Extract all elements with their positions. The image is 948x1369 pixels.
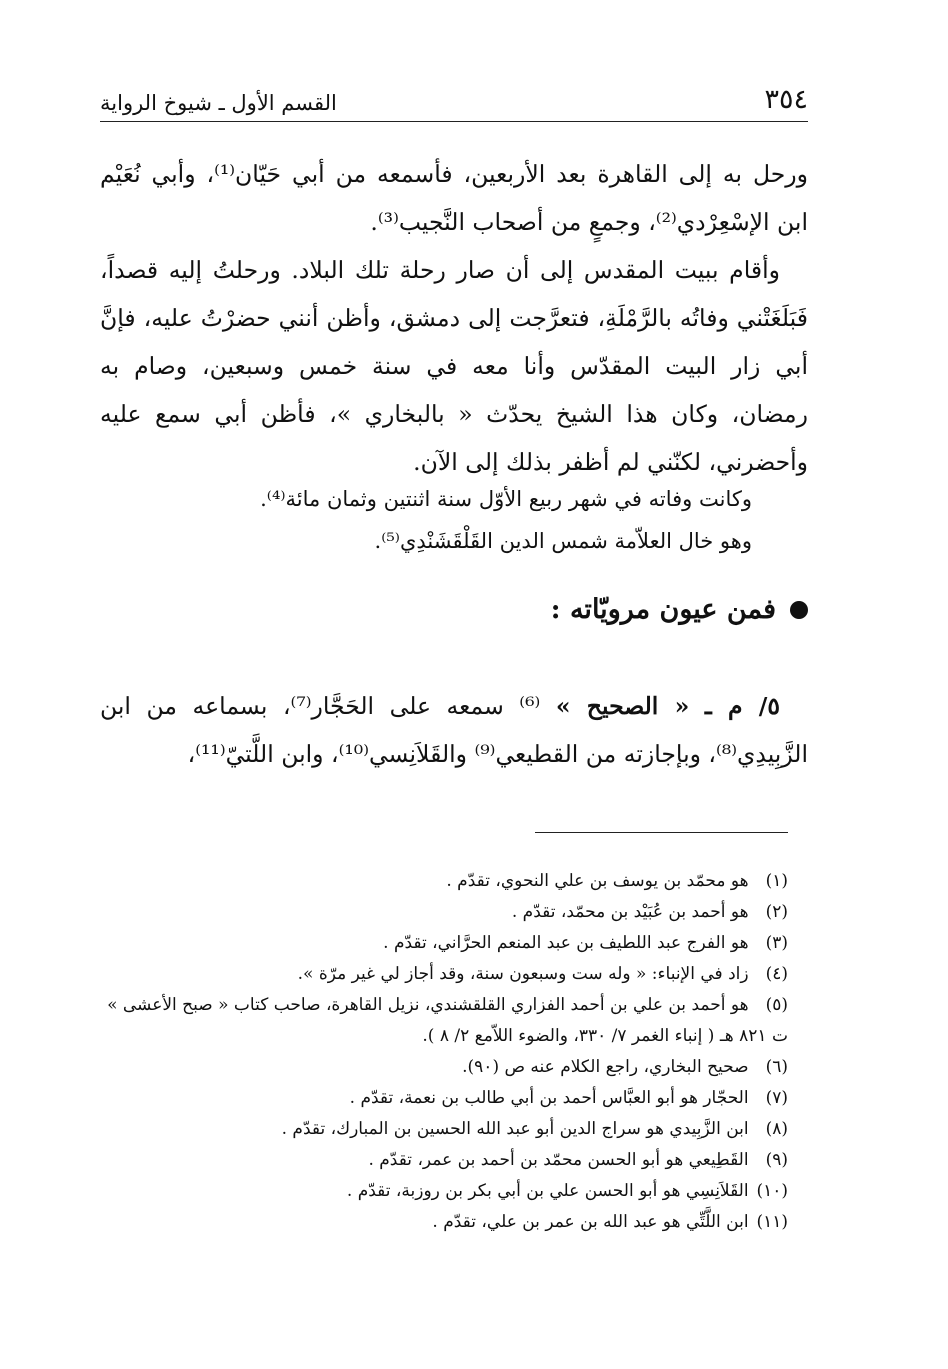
entry-body: ⁽⁶⁾ سمعه على الحَجَّار⁽⁷⁾، بسماعه من ابن الزَّبِيدِي⁽⁸⁾، وبإجازته من القطيعي⁽⁹⁾ والقَلاَنِسي⁽¹⁰⁾، وابن اللَّتيّ⁽¹¹⁾، — [100, 692, 808, 768]
body-paragraph-2 — [100, 246, 808, 486]
footnote-item — [100, 1114, 788, 1145]
footnote-item — [100, 1207, 788, 1238]
footnote-text: ابن اللَّتِّي هو عبد الله بن عمر بن علي، تقدّم . — [432, 1212, 749, 1232]
entry-title: « الصحيح » — [555, 692, 690, 720]
footnote-number: (١) — [765, 871, 788, 891]
footnote-number: (٤) — [765, 964, 788, 984]
footnote-number: (٧) — [765, 1088, 788, 1108]
footnote-text: صحيح البخاري، راجع الكلام عنه ص (٩٠). — [462, 1057, 749, 1077]
entry-5 — [100, 682, 808, 778]
footnote-item — [100, 1083, 788, 1114]
footnote-item — [100, 1176, 788, 1207]
footnote-item — [100, 990, 788, 1052]
paragraph-text: ورحل به إلى القاهرة بعد الأربعين، فأسمعه من أبي حَيّان⁽¹⁾، وأبي نُعَيْم ابن الإسْعِرْدي⁽²⁾، وجمعٍ من أصحاب النَّجيب⁽³⁾. — [100, 160, 808, 236]
section-heading-text: فمن عيون مرويّاته : — [550, 594, 776, 625]
footnote-text: القَلاَنِسِي هو أبو الحسن علي بن أبي بكر بن روزبة، تقدّم . — [346, 1181, 749, 1201]
footnote-number: (٣) — [765, 933, 788, 953]
footnote-number: (٢) — [765, 902, 788, 922]
footnote-text: هو أحمد بن علي بن أحمد الفزاري القلقشندي، نزيل القاهرة، صاحب كتاب « صبح الأعشى » ت ٨٢١ هـ ( إنباء الغمر ٧/ ٣٣٠، والضوء اللاّمع ٢/ ٨ ). — [107, 995, 788, 1046]
footnote-text: ابن الزَّبِيدي هو سراج الدين أبو عبد الله الحسين بن المبارك، تقدّم . — [281, 1119, 749, 1139]
footnote-number: (٦) — [765, 1057, 788, 1077]
footnote-number: (٨) — [765, 1119, 788, 1139]
footnote-item — [100, 1145, 788, 1176]
footnote-item — [100, 897, 788, 928]
death-note — [100, 478, 808, 562]
page-header — [100, 82, 808, 122]
footnote-text: هو محمّد بن يوسف بن علي النحوي، تقدّم . — [446, 871, 749, 891]
footnote-item — [100, 1052, 788, 1083]
footnote-text: هو الفرج عبد اللطيف بن عبد المنعم الحرَّاني، تقدّم . — [383, 933, 749, 953]
footnote-text: هو أحمد بن عُبَيْد بن محمّد، تقدّم . — [511, 902, 749, 922]
footnote-number: (١٠) — [756, 1181, 788, 1201]
footnote-item — [100, 928, 788, 959]
footnote-text: الحجّار هو أبو العبَّاس أحمد بن أبي طالب بن نعمة، تقدّم . — [349, 1088, 749, 1108]
entry-number: ٥/ م ـ — [704, 692, 780, 720]
footnote-number: (١١) — [756, 1212, 788, 1232]
death-date-line: وكانت وفاته في شهر ربيع الأوّل سنة اثنتين وثمان مائة⁽⁴⁾. — [260, 487, 752, 511]
relation-line: وهو خال العلاّمة شمس الدين القَلْقَشَنْدِي⁽⁵⁾. — [374, 529, 752, 553]
page-number: ٣٥٤ — [764, 84, 808, 115]
running-title: القسم الأول ـ شيوخ الرواية — [100, 91, 337, 115]
footnote-text: القَطِيعي هو أبو الحسن محمّد بن أحمد بن عمر، تقدّم . — [368, 1150, 749, 1170]
bullet-icon — [790, 601, 808, 619]
section-heading-block — [100, 594, 808, 625]
footnote-text: زاد في الإنباء: « وله ست وسبعون سنة، وقد أجاز لي غير مرّة ». — [297, 964, 749, 984]
footnote-divider — [535, 832, 788, 833]
footnote-item — [100, 866, 788, 897]
body-paragraph-1 — [100, 150, 808, 246]
paragraph-text: وأقام ببيت المقدس إلى أن صار رحلة تلك البلاد. ورحلتُ إليه قصداً، فَبَلَغَتْني وفاتُه بالرَّمْلَةِ، فتعرَّجت إلى دمشق، وأظن أنني حضرْتُ عليه، فإنَّ أبي زار البيت المقدّس وأنا معه في سنة خمس وسبعين، وصام به رمضان، وكان هذا الشيخ يحدّث « بالبخاري »، فأظن أبي سمع عليه وأحضرني، لكنّني لم أظفر بذلك إلى الآن. — [100, 256, 808, 476]
entry-text — [100, 682, 808, 778]
footnote-number: (٥) — [765, 995, 788, 1015]
footnotes — [100, 866, 788, 1238]
footnote-item — [100, 959, 788, 990]
footnote-number: (٩) — [765, 1150, 788, 1170]
section-heading — [100, 594, 808, 625]
